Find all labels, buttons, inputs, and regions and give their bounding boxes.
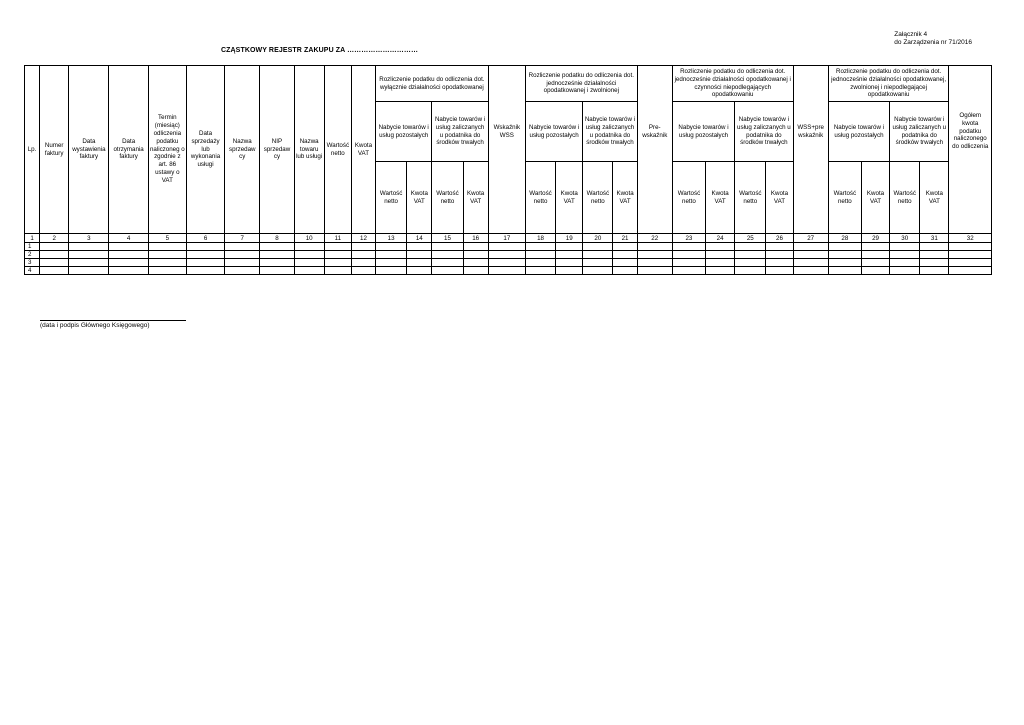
table-cell[interactable] — [735, 243, 766, 251]
table-cell[interactable] — [376, 267, 407, 275]
table-cell[interactable] — [109, 267, 148, 275]
column-number: 24 — [706, 234, 735, 243]
header-g3-other: Nabycie towarów i usług pozostałych — [672, 102, 734, 162]
column-number: 20 — [583, 234, 613, 243]
table-cell[interactable] — [407, 259, 432, 267]
header-g3-fixed: Nabycie towarów i usług zaliczanych u podatnika do środków trwałych — [735, 102, 793, 162]
table-cell[interactable] — [69, 259, 109, 267]
column-number: 14 — [407, 234, 432, 243]
table-cell[interactable] — [920, 243, 949, 251]
table-cell[interactable] — [407, 251, 432, 259]
column-number: 13 — [376, 234, 407, 243]
table-cell[interactable] — [525, 243, 555, 251]
table-cell[interactable] — [890, 243, 920, 251]
table-cell[interactable] — [793, 243, 828, 251]
column-number-row — [25, 234, 992, 243]
table-cell[interactable] — [525, 259, 555, 267]
table-cell[interactable] — [351, 251, 375, 259]
header-g2-other-vat: Kwota VAT — [556, 162, 583, 234]
table-cell[interactable] — [525, 251, 555, 259]
header-g3-fixed-net: Wartość netto — [735, 162, 766, 234]
table-cell[interactable] — [793, 259, 828, 267]
column-number: 6 — [186, 234, 224, 243]
table-cell[interactable] — [324, 251, 351, 259]
header-receipt-date: Data otrzymania faktury — [109, 66, 148, 234]
table-cell[interactable] — [828, 267, 861, 275]
table-cell[interactable] — [463, 267, 488, 275]
header-g4-other-vat: Kwota VAT — [861, 162, 889, 234]
table-cell[interactable] — [766, 259, 793, 267]
table-cell[interactable] — [949, 251, 992, 259]
table-cell[interactable] — [351, 243, 375, 251]
table-cell[interactable] — [463, 251, 488, 259]
table-cell[interactable] — [672, 243, 705, 251]
header-seller-nip: NIP sprzedaw cy — [260, 66, 294, 234]
column-number: 23 — [672, 234, 705, 243]
row-number: 3 — [25, 259, 40, 267]
table-cell[interactable] — [69, 243, 109, 251]
table-cell[interactable] — [706, 251, 735, 259]
table-cell[interactable] — [861, 259, 889, 267]
table-cell[interactable] — [432, 251, 463, 259]
header-g3-fixed-vat: Kwota VAT — [766, 162, 793, 234]
table-cell[interactable] — [766, 267, 793, 275]
table-cell[interactable] — [294, 251, 324, 259]
table-row — [25, 267, 992, 275]
table-cell[interactable] — [69, 251, 109, 259]
table-cell[interactable] — [949, 267, 992, 275]
table-cell[interactable] — [40, 267, 69, 275]
column-number: 28 — [828, 234, 861, 243]
table-cell[interactable] — [40, 251, 69, 259]
table-cell[interactable] — [463, 259, 488, 267]
table-cell[interactable] — [186, 243, 224, 251]
header-g1-fixed-vat: Kwota VAT — [463, 162, 488, 234]
table-cell[interactable] — [488, 243, 525, 251]
table-cell[interactable] — [525, 267, 555, 275]
table-cell[interactable] — [225, 259, 260, 267]
table-cell[interactable] — [376, 259, 407, 267]
table-cell[interactable] — [556, 243, 583, 251]
table-cell[interactable] — [706, 267, 735, 275]
table-cell[interactable] — [583, 267, 613, 275]
table-cell[interactable] — [637, 251, 672, 259]
table-cell[interactable] — [766, 251, 793, 259]
table-cell[interactable] — [351, 267, 375, 275]
table-cell[interactable] — [949, 259, 992, 267]
row-number: 4 — [25, 267, 40, 275]
column-number: 1 — [25, 234, 40, 243]
table-cell[interactable] — [407, 243, 432, 251]
header-wss-pre-bottom — [793, 162, 828, 234]
header-g4-other-net: Wartość netto — [828, 162, 861, 234]
table-cell[interactable] — [613, 243, 637, 251]
table-cell[interactable] — [672, 251, 705, 259]
table-cell[interactable] — [735, 267, 766, 275]
table-cell[interactable] — [260, 251, 294, 259]
table-cell[interactable] — [260, 243, 294, 251]
table-row — [25, 251, 992, 259]
table-cell[interactable] — [148, 251, 186, 259]
header-wss-top — [488, 66, 525, 102]
header-pre: Pre- wskaźnik — [637, 102, 672, 162]
header-g3-other-vat: Kwota VAT — [706, 162, 735, 234]
column-number: 15 — [432, 234, 463, 243]
signature-label: (data i podpis Głównego Księgowego) — [40, 322, 150, 329]
table-cell[interactable] — [351, 259, 375, 267]
table-cell[interactable] — [40, 243, 69, 251]
table-cell[interactable] — [488, 267, 525, 275]
page-title: CZĄSTKOWY REJESTR ZAKUPU ZA ………………………… — [221, 47, 419, 54]
header-g1-other-vat: Kwota VAT — [407, 162, 432, 234]
table-cell[interactable] — [225, 251, 260, 259]
header-g1-fixed-net: Wartość netto — [432, 162, 463, 234]
table-cell[interactable] — [260, 267, 294, 275]
table-cell[interactable] — [583, 251, 613, 259]
header-vat-amount: Kwota VAT — [351, 66, 375, 234]
header-group-taxable: Rozliczenie podatku do odliczenia dot. wyłącznie działalności opodatkowanej — [376, 66, 489, 102]
header-deduction-term: Termin (miesiąc) odliczenia podatku naliczoneg o zgodnie z art. 86 ustawy o VAT — [148, 66, 186, 234]
annex-line-1: Załącznik 4 — [894, 31, 928, 38]
header-group-taxable-nontaxable: Rozliczenie podatku do odliczenia dot. jednocześnie działalności opodatkowanej i czynności niepodlegających opodatkowaniu — [672, 66, 793, 102]
header-pre-bottom — [637, 162, 672, 234]
column-number: 29 — [861, 234, 889, 243]
table-row — [25, 259, 992, 267]
table-cell[interactable] — [40, 259, 69, 267]
column-number: 3 — [69, 234, 109, 243]
table-cell[interactable] — [672, 259, 705, 267]
table-cell[interactable] — [583, 243, 613, 251]
table-cell[interactable] — [225, 267, 260, 275]
header-g1-other: Nabycie towarów i usług pozostałych — [376, 102, 432, 162]
header-wss-pre: WSS+pre wskaźnik — [793, 102, 828, 162]
header-invoice-number: Numer faktury — [40, 66, 69, 234]
table-cell[interactable] — [556, 259, 583, 267]
table-cell[interactable] — [488, 251, 525, 259]
header-g4-other: Nabycie towarów i usług pozostałych — [828, 102, 889, 162]
header-total: Ogółem kwota podatku naliczonego do odliczenia — [949, 102, 992, 162]
table-cell[interactable] — [828, 259, 861, 267]
column-number: 4 — [109, 234, 148, 243]
table-cell[interactable] — [556, 251, 583, 259]
table-cell[interactable] — [225, 243, 260, 251]
table-cell[interactable] — [109, 259, 148, 267]
column-number: 12 — [351, 234, 375, 243]
table-cell[interactable] — [432, 243, 463, 251]
column-number: 10 — [294, 234, 324, 243]
table-cell[interactable] — [488, 259, 525, 267]
row-number: 1 — [25, 243, 40, 251]
table-cell[interactable] — [920, 267, 949, 275]
header-g4-fixed-net: Wartość netto — [890, 162, 920, 234]
table-cell[interactable] — [148, 259, 186, 267]
column-number: 31 — [920, 234, 949, 243]
header-g2-fixed-net: Wartość netto — [583, 162, 613, 234]
header-g3-other-net: Wartość netto — [672, 162, 705, 234]
column-number: 32 — [949, 234, 992, 243]
table-row — [25, 243, 992, 251]
table-cell[interactable] — [861, 243, 889, 251]
column-number: 19 — [556, 234, 583, 243]
header-g1-fixed: Nabycie towarów i usług zaliczanych u podatnika do środków trwałych — [432, 102, 488, 162]
table-cell[interactable] — [706, 243, 735, 251]
table-cell[interactable] — [920, 251, 949, 259]
table-cell[interactable] — [766, 243, 793, 251]
column-number: 27 — [793, 234, 828, 243]
header-g2-other: Nabycie towarów i usług pozostałych — [525, 102, 582, 162]
header-seller-name: Nazwa sprzedaw cy — [225, 66, 260, 234]
table-cell[interactable] — [324, 267, 351, 275]
table-cell[interactable] — [793, 267, 828, 275]
table-cell[interactable] — [583, 259, 613, 267]
column-number: 26 — [766, 234, 793, 243]
column-number: 21 — [613, 234, 637, 243]
column-number: 18 — [525, 234, 555, 243]
table-cell[interactable] — [463, 243, 488, 251]
purchase-register-table — [24, 65, 992, 275]
table-cell[interactable] — [186, 267, 224, 275]
table-cell[interactable] — [672, 267, 705, 275]
table-cell[interactable] — [109, 251, 148, 259]
annex-line-2: do Zarządzenia nr 71/2016 — [894, 39, 972, 46]
table-cell[interactable] — [186, 259, 224, 267]
table-cell[interactable] — [432, 259, 463, 267]
table-cell[interactable] — [828, 251, 861, 259]
table-cell[interactable] — [861, 251, 889, 259]
table-cell[interactable] — [148, 243, 186, 251]
data-rows — [25, 243, 992, 275]
row-number: 2 — [25, 251, 40, 259]
table-cell[interactable] — [376, 243, 407, 251]
header-group-all: Rozliczenie podatku do odliczenia dot. jednocześnie działalności opodatkowanej, zwolnionej i niepodlegającej opodatkowaniu — [828, 66, 949, 102]
header-total-bottom — [949, 162, 992, 234]
table-cell[interactable] — [613, 251, 637, 259]
header-g2-fixed-vat: Kwota VAT — [613, 162, 637, 234]
header-g4-fixed-vat: Kwota VAT — [920, 162, 949, 234]
table-cell[interactable] — [376, 251, 407, 259]
header-g1-other-net: Wartość netto — [376, 162, 407, 234]
table-cell[interactable] — [949, 243, 992, 251]
header-issue-date: Data wystawienia faktury — [69, 66, 109, 234]
column-number: 2 — [40, 234, 69, 243]
table-cell[interactable] — [432, 267, 463, 275]
header-lp: Lp. — [25, 66, 40, 234]
table-cell[interactable] — [613, 267, 637, 275]
table-cell[interactable] — [637, 267, 672, 275]
header-wss: Wskaźnik WSS — [488, 102, 525, 162]
table-cell[interactable] — [890, 259, 920, 267]
header-pre-top — [637, 66, 672, 102]
header-net-value: Wartość netto — [324, 66, 351, 234]
table-cell[interactable] — [793, 251, 828, 259]
table-cell[interactable] — [861, 267, 889, 275]
table-cell[interactable] — [294, 259, 324, 267]
column-number: 25 — [735, 234, 766, 243]
table-cell[interactable] — [186, 251, 224, 259]
table-cell[interactable] — [890, 251, 920, 259]
column-number: 30 — [890, 234, 920, 243]
header-goods-name: Nazwa towaru lub usługi — [294, 66, 324, 234]
table-cell[interactable] — [69, 267, 109, 275]
table-cell[interactable] — [294, 267, 324, 275]
column-number: 16 — [463, 234, 488, 243]
header-g4-fixed: Nabycie towarów i usług zaliczanych u podatnika do środków trwałych — [890, 102, 949, 162]
table-cell[interactable] — [324, 243, 351, 251]
column-number: 8 — [260, 234, 294, 243]
table-cell[interactable] — [637, 259, 672, 267]
table-cell[interactable] — [706, 259, 735, 267]
table-cell[interactable] — [109, 243, 148, 251]
column-number: 7 — [225, 234, 260, 243]
column-number: 17 — [488, 234, 525, 243]
table-cell[interactable] — [828, 243, 861, 251]
header-g2-fixed: Nabycie towarów i usług zaliczanych u podatnika do środków trwałych — [583, 102, 637, 162]
table-cell[interactable] — [294, 243, 324, 251]
header-group-taxable-exempt: Rozliczenie podatku do odliczenia dot. jednocześnie działalności opodatkowanej i zwolnionej — [525, 66, 637, 102]
table-cell[interactable] — [260, 259, 294, 267]
header-g2-other-net: Wartość netto — [525, 162, 555, 234]
column-number: 11 — [324, 234, 351, 243]
column-number: 22 — [637, 234, 672, 243]
table-cell[interactable] — [556, 267, 583, 275]
column-number: 5 — [148, 234, 186, 243]
header-sale-date: Data sprzedaży lub wykonania usługi — [186, 66, 224, 234]
table-cell[interactable] — [920, 259, 949, 267]
annex-note — [894, 31, 972, 47]
header-total-top — [949, 66, 992, 102]
table-cell[interactable] — [407, 267, 432, 275]
header-wss-pre-top — [793, 66, 828, 102]
table-cell[interactable] — [324, 259, 351, 267]
table-cell[interactable] — [148, 267, 186, 275]
table-cell[interactable] — [637, 243, 672, 251]
table-cell[interactable] — [735, 259, 766, 267]
header-wss-bottom — [488, 162, 525, 234]
signature-line — [40, 320, 186, 321]
table-cell[interactable] — [613, 259, 637, 267]
table-cell[interactable] — [735, 251, 766, 259]
table-cell[interactable] — [890, 267, 920, 275]
